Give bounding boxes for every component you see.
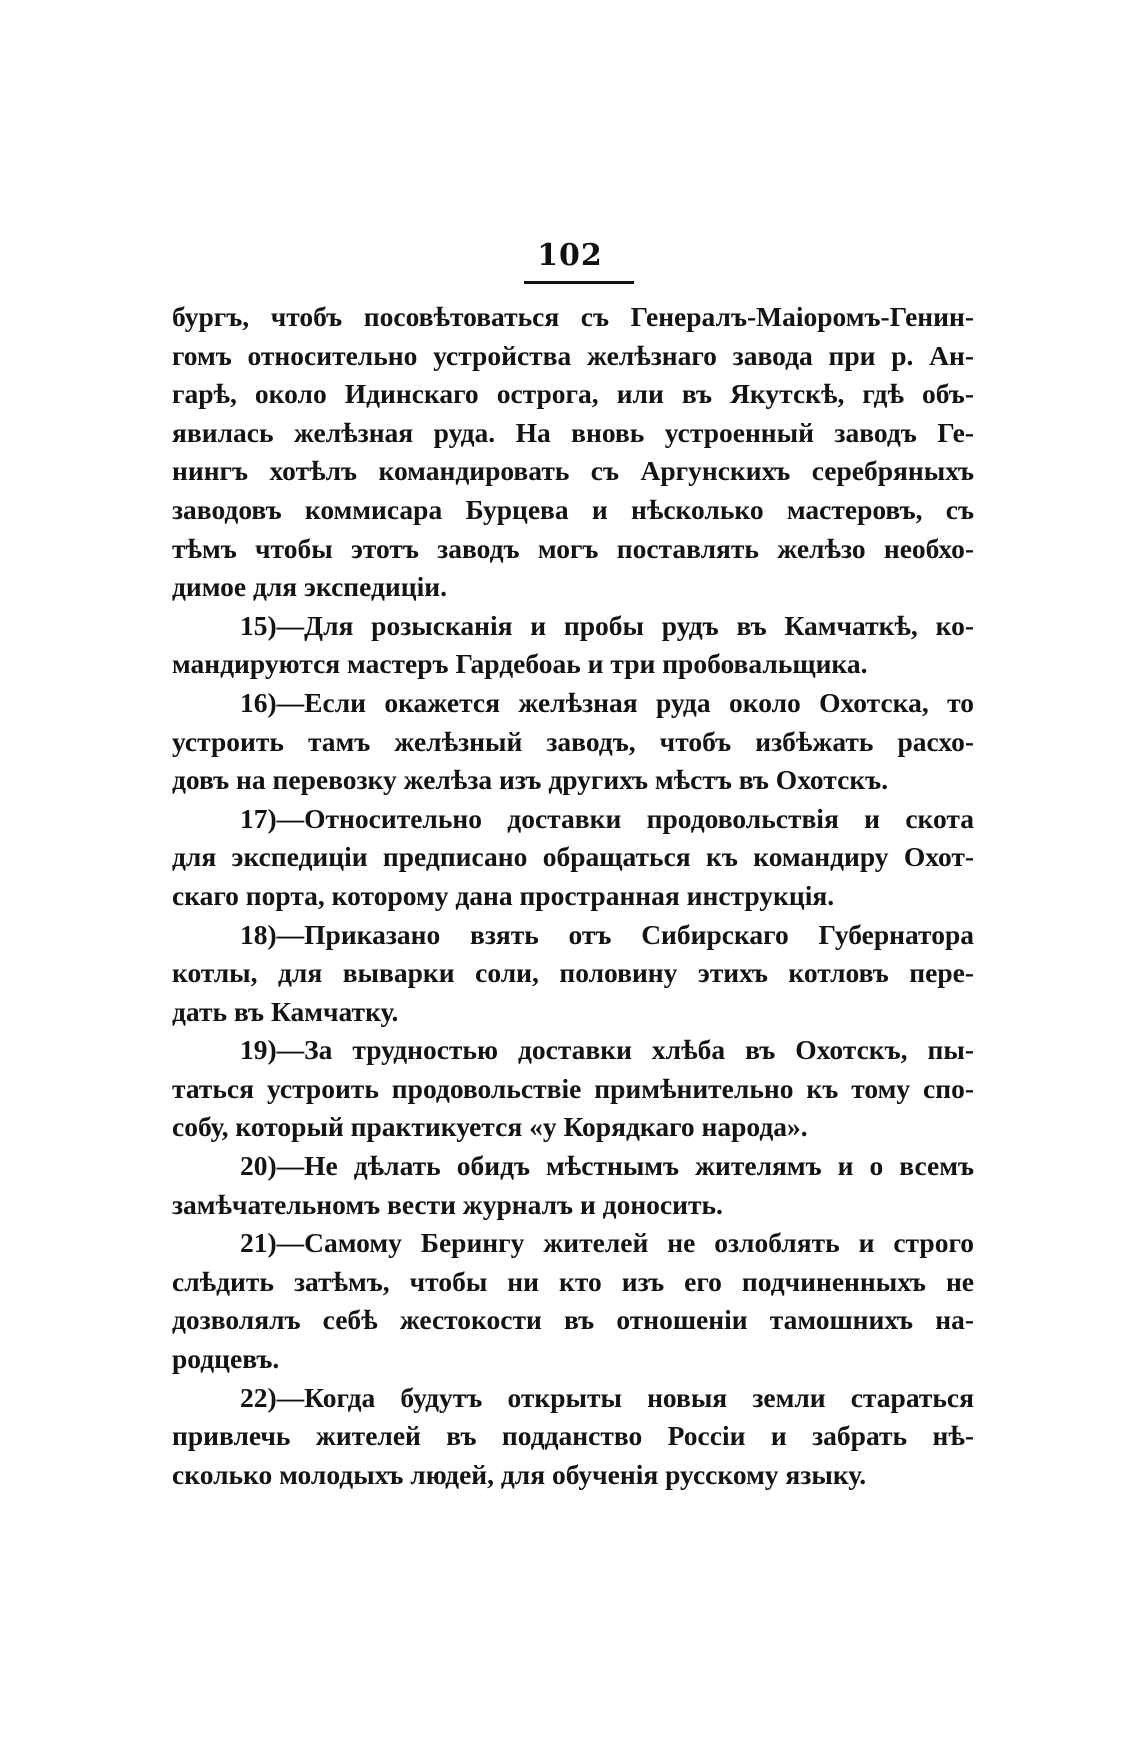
paragraph-18: [172, 916, 974, 1032]
text-line: бургъ, чтобъ посовѣтоваться съ Генералъ-Маіоромъ-Генин-: [172, 301, 974, 332]
text-line: тѣмъ чтобы этотъ заводъ могъ поставлять желѣзо необхо-: [172, 532, 974, 564]
paragraph-20: [172, 1147, 974, 1224]
text-line: заводовъ коммисара Бурцева и нѣсколько мастеровъ, съ: [172, 493, 974, 525]
header-rule: [524, 281, 634, 284]
text-line: собу, который практикуется «у Корядкаго народа».: [172, 1111, 808, 1143]
paragraph-17: [172, 800, 974, 916]
text-line: привлечь жителей въ подданство Россіи и забрать нѣ-: [172, 1420, 974, 1452]
text-line: 15)—Для розысканія и пробы рудъ въ Камчаткѣ, ко-: [240, 609, 974, 641]
text-line: 16)—Если окажется желѣзная руда около Охотска, то: [240, 686, 974, 718]
text-line: мандируются мастеръ Гардебоаь и три пробовальщика.: [172, 648, 868, 680]
text-line: слѣдить затѣмъ, чтобы ни кто изъ его подчиненныхъ не: [172, 1265, 974, 1297]
paragraph-15: [172, 607, 974, 684]
text-line: нингъ хотѣлъ командировать съ Аргунскихъ серебряныхъ: [172, 455, 974, 487]
text-line: 22)—Когда будутъ открыты новыя земли стараться: [240, 1381, 974, 1413]
text-line: котлы, для выварки соли, половину этихъ котловъ пере-: [172, 957, 974, 989]
text-line: довъ на перевозку желѣза изъ другихъ мѣстъ въ Охотскъ.: [172, 764, 889, 796]
text-line: 21)—Самому Берингу жителей не озлоблять и строго: [240, 1227, 974, 1259]
paragraph-22: [172, 1379, 974, 1495]
text-line: 19)—За трудностью доставки хлѣба въ Охотскъ, пы-: [240, 1034, 974, 1066]
text-line: устроить тамъ желѣзный заводъ, чтобъ избѣжать расхо-: [172, 725, 974, 757]
text-line: гомъ относительно устройства желѣзнаго завода при р. Ан-: [172, 339, 974, 371]
body-text: [172, 298, 974, 1494]
paragraph-19: [172, 1031, 974, 1147]
paragraph-continuation: [172, 298, 974, 607]
text-line: таться устроить продовольствіе примѣнительно къ тому спо-: [172, 1072, 974, 1104]
text-line: 20)—Не дѣлать обидъ мѣстнымъ жителямъ и о всемъ: [240, 1150, 974, 1182]
text-line: гарѣ, около Идинскаго острога, или въ Якутскѣ, гдѣ объ-: [172, 378, 974, 410]
paragraph-16: [172, 684, 974, 800]
text-line: для экспедиціи предписано обращаться къ командиру Охот-: [172, 841, 974, 873]
text-line: 18)—Приказано взять отъ Сибирскаго Губернатора: [240, 918, 974, 950]
text-line: явилась желѣзная руда. На вновь устроенный заводъ Ге-: [172, 416, 974, 448]
text-line: скаго порта, которому дана пространная инструкція.: [172, 879, 835, 911]
page-number: 102: [537, 238, 603, 273]
text-line: сколько молодыхъ людей, для обученія русскому языку.: [172, 1458, 867, 1490]
text-line: дозволялъ себѣ жестокости въ отношеніи тамошнихъ на-: [172, 1304, 974, 1336]
text-line: димое для экспедиціи.: [172, 571, 447, 603]
text-line: 17)—Относительно доставки продовольствія и скота: [240, 802, 974, 834]
text-line: дать въ Камчатку.: [172, 995, 399, 1027]
paragraph-21: [172, 1224, 974, 1378]
text-line: родцевъ.: [172, 1343, 280, 1375]
text-line: замѣчательномъ вести журналъ и доносить.: [172, 1188, 723, 1220]
